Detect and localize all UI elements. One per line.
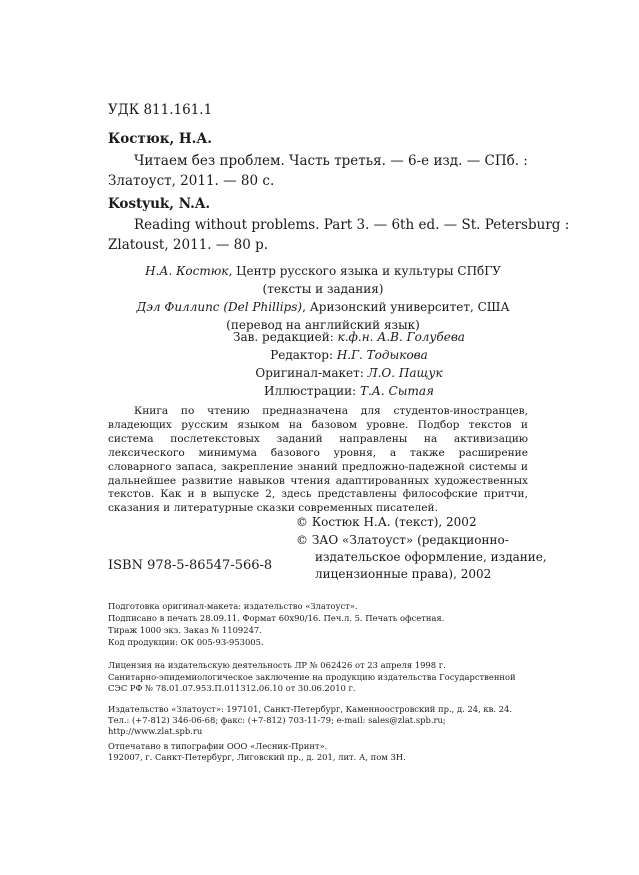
imprint-signed: Подписано в печать 28.09.11. Формат 60x90/16. Печ.л. 5. Печать офсетная. [108, 613, 445, 623]
imprint-prep: Подготовка оригинал-макета: издательство «Златоуст». [108, 601, 358, 611]
imprint-code: Код продукции: ОК 005-93-953005. [108, 637, 264, 647]
credit-translator: Дэл Филлипс (Del Phillips), Аризонский университет, США [136, 300, 510, 314]
reference-ru-line-1: Читаем без проблем. Часть третья. — 6-е изд. — СПб. : [134, 153, 528, 169]
imprint-sanitary-1: Санитарно-эпидемиологическое заключение на продукцию издательства Государственной [108, 672, 516, 682]
author-en: Kostyuk, N.A. [108, 196, 211, 212]
reference-en-line-1: Reading without problems. Part 3. — 6th ed. — St. Petersburg : [134, 217, 570, 233]
isbn: ISBN 978-5-86547-566-8 [108, 558, 273, 573]
staff-illustrations: Иллюстрации: Т.А. Сытая [264, 384, 434, 398]
reference-en-line-2: Zlatoust, 2011. — 80 p. [108, 237, 269, 253]
imprint-sanitary-2: СЭС РФ № 78.01.07.953.П.011312.06.10 от 30.06.2010 г. [108, 683, 356, 693]
credit-translator-role: (перевод на английский язык) [226, 318, 420, 332]
copyright-text: © Костюк Н.А. (текст), 2002 [296, 515, 477, 529]
staff-layout: Оригинал-макет: Л.О. Пащук [255, 366, 443, 380]
imprint-printer: Отпечатано в типографии ООО «Лесник-Принт». [108, 741, 328, 751]
udk-code: УДК 811.161.1 [108, 102, 213, 118]
copyright-publisher: © ЗАО «Златоуст» (редакционно- [296, 533, 509, 547]
credit-author: Н.А. Костюк, Центр русского языка и культуры СПбГУ [145, 264, 501, 278]
staff-editor-in-chief: Зав. редакцией: к.ф.н. А.В. Голубева [233, 330, 465, 344]
annotation-text: Книга по чтению предназначена для студентов-иностранцев, владеющих русским языком на базовом уровне. Подбор текстов и система послетекстовых заданий направлены на активизацию лексического минимума базового уровня, а также расширение словарного запаса, закрепление знаний предложно-падежной системы и дальнейшее развитие навыков чтения адаптированных художественных текстов. Как и в выпуске 2, здесь представлены философские притчи, сказания и литературные сказки современных писателей. [108, 405, 528, 515]
reference-ru-line-2: Златоуст, 2011. — 80 с. [108, 173, 275, 189]
imprint-publisher-address: Издательство «Златоуст»: 197101, Санкт-Петербург, Каменноостровский пр., д. 24, кв. 24. [108, 704, 513, 714]
copyright-publisher-end: лицензионные права), 2002 [315, 567, 492, 581]
copyright-publisher-cont: издательское оформление, издание, [315, 550, 547, 564]
credit-author-role: (тексты и задания) [262, 282, 384, 296]
imprint-printer-address: 192007, г. Санкт-Петербург, Лиговский пр., д. 201, лит. А, пом 3Н. [108, 752, 406, 762]
imprint-license: Лицензия на издательскую деятельность ЛР № 062426 от 23 апреля 1998 г. [108, 660, 446, 670]
imprint-run: Тираж 1000 экз. Заказ № 1109247. [108, 625, 262, 635]
imprint-publisher-website: http://www.zlat.spb.ru [108, 726, 203, 736]
annotation [108, 405, 528, 516]
imprint-publisher-contacts: Тел.: (+7-812) 346-06-68; факс: (+7-812) 703-11-79; e-mail: sales@zlat.spb.ru; [108, 715, 446, 725]
staff-editor: Редактор: Н.Г. Тодыкова [270, 348, 428, 362]
author-ru: Костюк, Н.А. [108, 131, 213, 147]
